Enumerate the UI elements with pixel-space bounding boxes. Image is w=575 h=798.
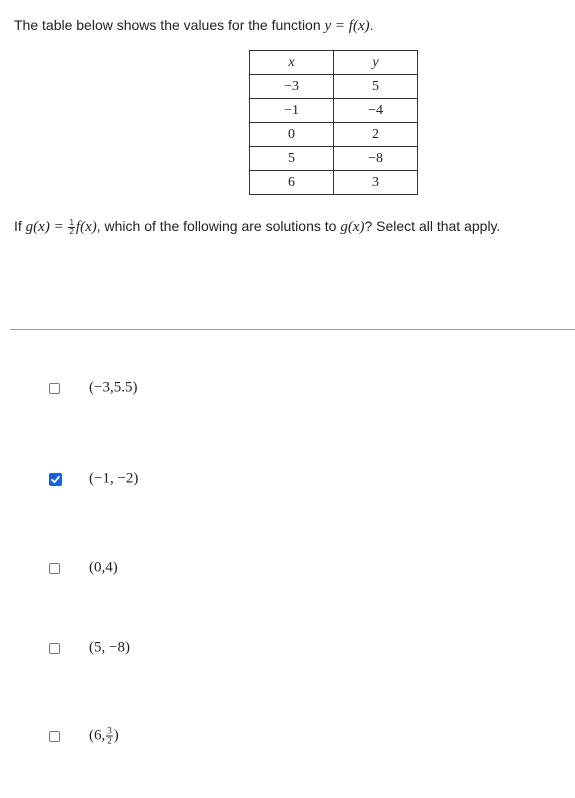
prompt-text bbox=[14, 17, 374, 35]
prompt-text-before: The table below shows the values for the function bbox=[14, 17, 325, 33]
option-label: (5, −8) bbox=[89, 639, 130, 656]
table-cell: 3 bbox=[334, 171, 418, 195]
table-cell: 5 bbox=[334, 75, 418, 99]
table-cell: 2 bbox=[334, 123, 418, 147]
option-label-suffix: ) bbox=[113, 727, 119, 744]
option-label bbox=[89, 727, 119, 746]
checkbox-unchecked[interactable] bbox=[49, 643, 60, 654]
option-label: (−3,5.5) bbox=[89, 379, 138, 396]
fraction-one-half bbox=[68, 219, 74, 236]
table-cell: −3 bbox=[250, 75, 334, 99]
table-cell: −4 bbox=[334, 99, 418, 123]
table-cell: 6 bbox=[250, 171, 334, 195]
fraction-denominator: 2 bbox=[69, 226, 74, 236]
question-if: If bbox=[14, 218, 26, 234]
checkbox-unchecked[interactable] bbox=[49, 383, 60, 394]
table-cell: −1 bbox=[250, 99, 334, 123]
table-row bbox=[250, 147, 418, 171]
checkbox-unchecked[interactable] bbox=[49, 563, 60, 574]
question-end: ? Select all that apply. bbox=[364, 218, 501, 234]
g-expression: g(x) bbox=[340, 219, 365, 235]
table-row bbox=[250, 75, 418, 99]
table-cell: 0 bbox=[250, 123, 334, 147]
answer-option-4[interactable] bbox=[49, 636, 130, 660]
checkbox-unchecked[interactable] bbox=[49, 731, 60, 742]
question-text bbox=[14, 218, 500, 236]
prompt-text-after: . bbox=[369, 17, 374, 33]
g-lhs: g(x) = bbox=[25, 219, 68, 235]
section-divider bbox=[10, 329, 575, 330]
answer-option-3[interactable] bbox=[49, 556, 118, 580]
question-middle: , which of the following are solutions to bbox=[96, 218, 341, 234]
column-header-y: y bbox=[334, 51, 418, 75]
option-label: (−1, −2) bbox=[89, 470, 139, 487]
checkmark-icon bbox=[50, 474, 61, 485]
table-row bbox=[250, 171, 418, 195]
answer-option-1[interactable] bbox=[49, 376, 138, 400]
values-table bbox=[249, 50, 418, 195]
answer-option-5[interactable] bbox=[49, 724, 119, 748]
fraction-numerator: 1 bbox=[69, 217, 74, 227]
fraction-numerator: 3 bbox=[107, 725, 112, 736]
option-label: (0,4) bbox=[89, 559, 118, 576]
table-row bbox=[250, 123, 418, 147]
table-header-row bbox=[250, 51, 418, 75]
f-expression: f(x) bbox=[75, 219, 97, 235]
option-label-prefix: (6, bbox=[89, 727, 106, 744]
function-expression: y = f(x) bbox=[324, 18, 370, 34]
table-cell: 5 bbox=[250, 147, 334, 171]
table-cell: −8 bbox=[334, 147, 418, 171]
table-row bbox=[250, 99, 418, 123]
fraction-three-halves bbox=[106, 727, 113, 746]
checkbox-checked[interactable] bbox=[49, 473, 62, 486]
column-header-x: x bbox=[250, 51, 334, 75]
answer-option-2[interactable] bbox=[49, 467, 139, 491]
fraction-denominator: 2 bbox=[107, 735, 112, 746]
